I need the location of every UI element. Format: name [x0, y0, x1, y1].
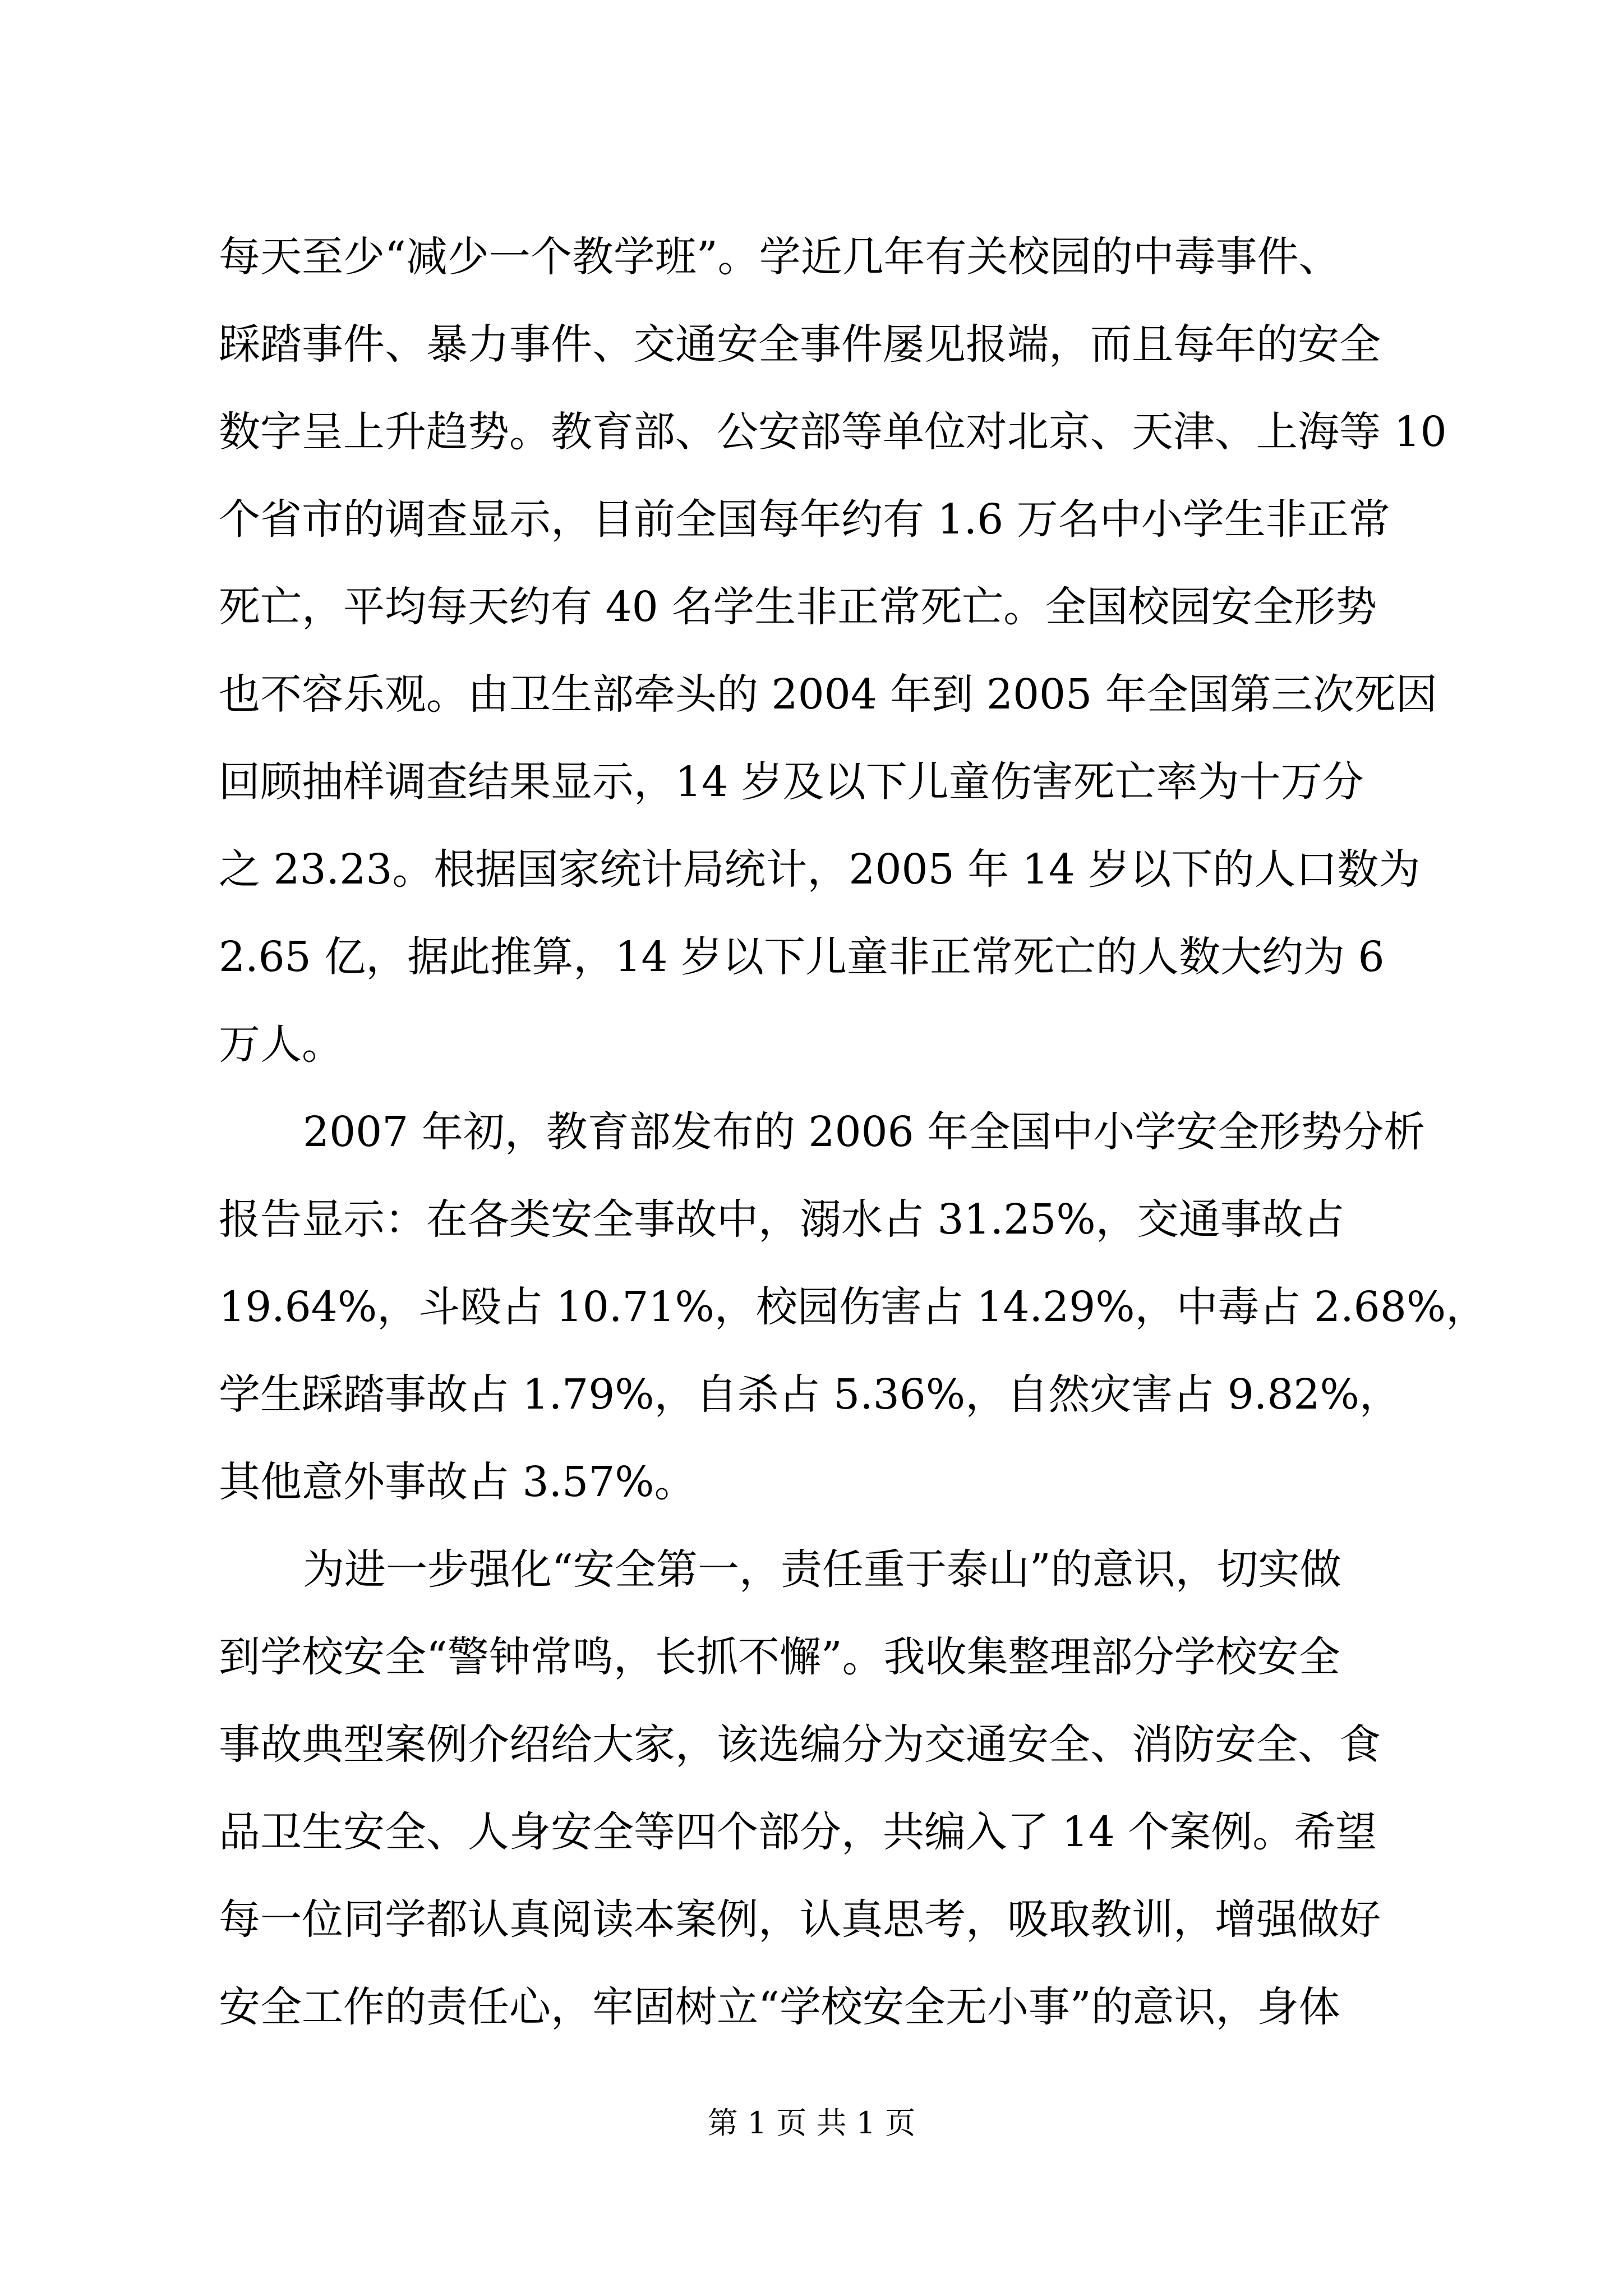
- paragraph-line: 每一位同学都认真阅读本案例，认真思考，吸取教训，增强做好: [219, 1895, 1381, 1944]
- paragraph-line: 为进一步强化“安全第一，责任重于泰山”的意识，切实做: [303, 1545, 1341, 1594]
- paragraph-line: 个省市的调查显示，目前全国每年约有 1.6 万名中小学生非正常: [219, 495, 1390, 544]
- paragraph-line: 安全工作的责任心，牢固树立“学校安全无小事”的意识，身体: [219, 1983, 1340, 2031]
- paragraph-line: 2.65 亿，据此推算，14 岁以下儿童非正常死亡的人数大约为 6: [219, 933, 1385, 981]
- paragraph-line: 到学校安全“警钟常鸣，长抓不懈”。我收集整理部分学校安全: [219, 1633, 1340, 1681]
- paragraph-line: 19.64%，斗殴占 10.71%，校园伤害占 14.29%，中毒占 2.68%，: [219, 1283, 1488, 1331]
- paragraph-line: 踩踏事件、暴力事件、交通安全事件屡见报端，而且每年的安全: [219, 320, 1381, 369]
- paragraph-line: 死亡，平均每天约有 40 名学生非正常死亡。全国校园安全形势: [219, 583, 1377, 631]
- paragraph-line: 数字呈上升趋势。教育部、公安部等单位对北京、天津、上海等 10: [219, 408, 1447, 456]
- paragraph-line: 报告显示：在各类安全事故中，溺水占 31.25%，交通事故占: [219, 1195, 1345, 1244]
- paragraph-line: 2007 年初，教育部发布的 2006 年全国中小学安全形势分析: [303, 1108, 1426, 1156]
- paragraph-line: 学生踩踏事故占 1.79%，自杀占 5.36%，自然灾害占 9.82%，: [219, 1370, 1401, 1419]
- paragraph-line: 之 23.23。根据国家统计局统计，2005 年 14 岁以下的人口数为: [219, 845, 1421, 894]
- paragraph-line: 也不容乐观。由卫生部牵头的 2004 年到 2005 年全国第三次死因: [219, 670, 1437, 719]
- paragraph-line: 每天至少“减少一个教学班”。学近几年有关校园的中毒事件、: [219, 233, 1340, 281]
- paragraph-line: 回顾抽样调查结果显示，14 岁及以下儿童伤害死亡率为十万分: [219, 758, 1364, 806]
- paragraph-line: 万人。: [219, 1020, 343, 1069]
- page-footer: 第 1 页 共 1 页: [707, 2105, 916, 2141]
- body-text: [219, 213, 1488, 2051]
- paragraph-line: 品卫生安全、人身安全等四个部分，共编入了 14 个案例。希望: [219, 1808, 1377, 1856]
- paragraph-line: 其他意外事故占 3.57%。: [219, 1458, 696, 1506]
- paragraph-line: 事故典型案例介绍给大家，该选编分为交通安全、消防安全、食: [219, 1720, 1381, 1769]
